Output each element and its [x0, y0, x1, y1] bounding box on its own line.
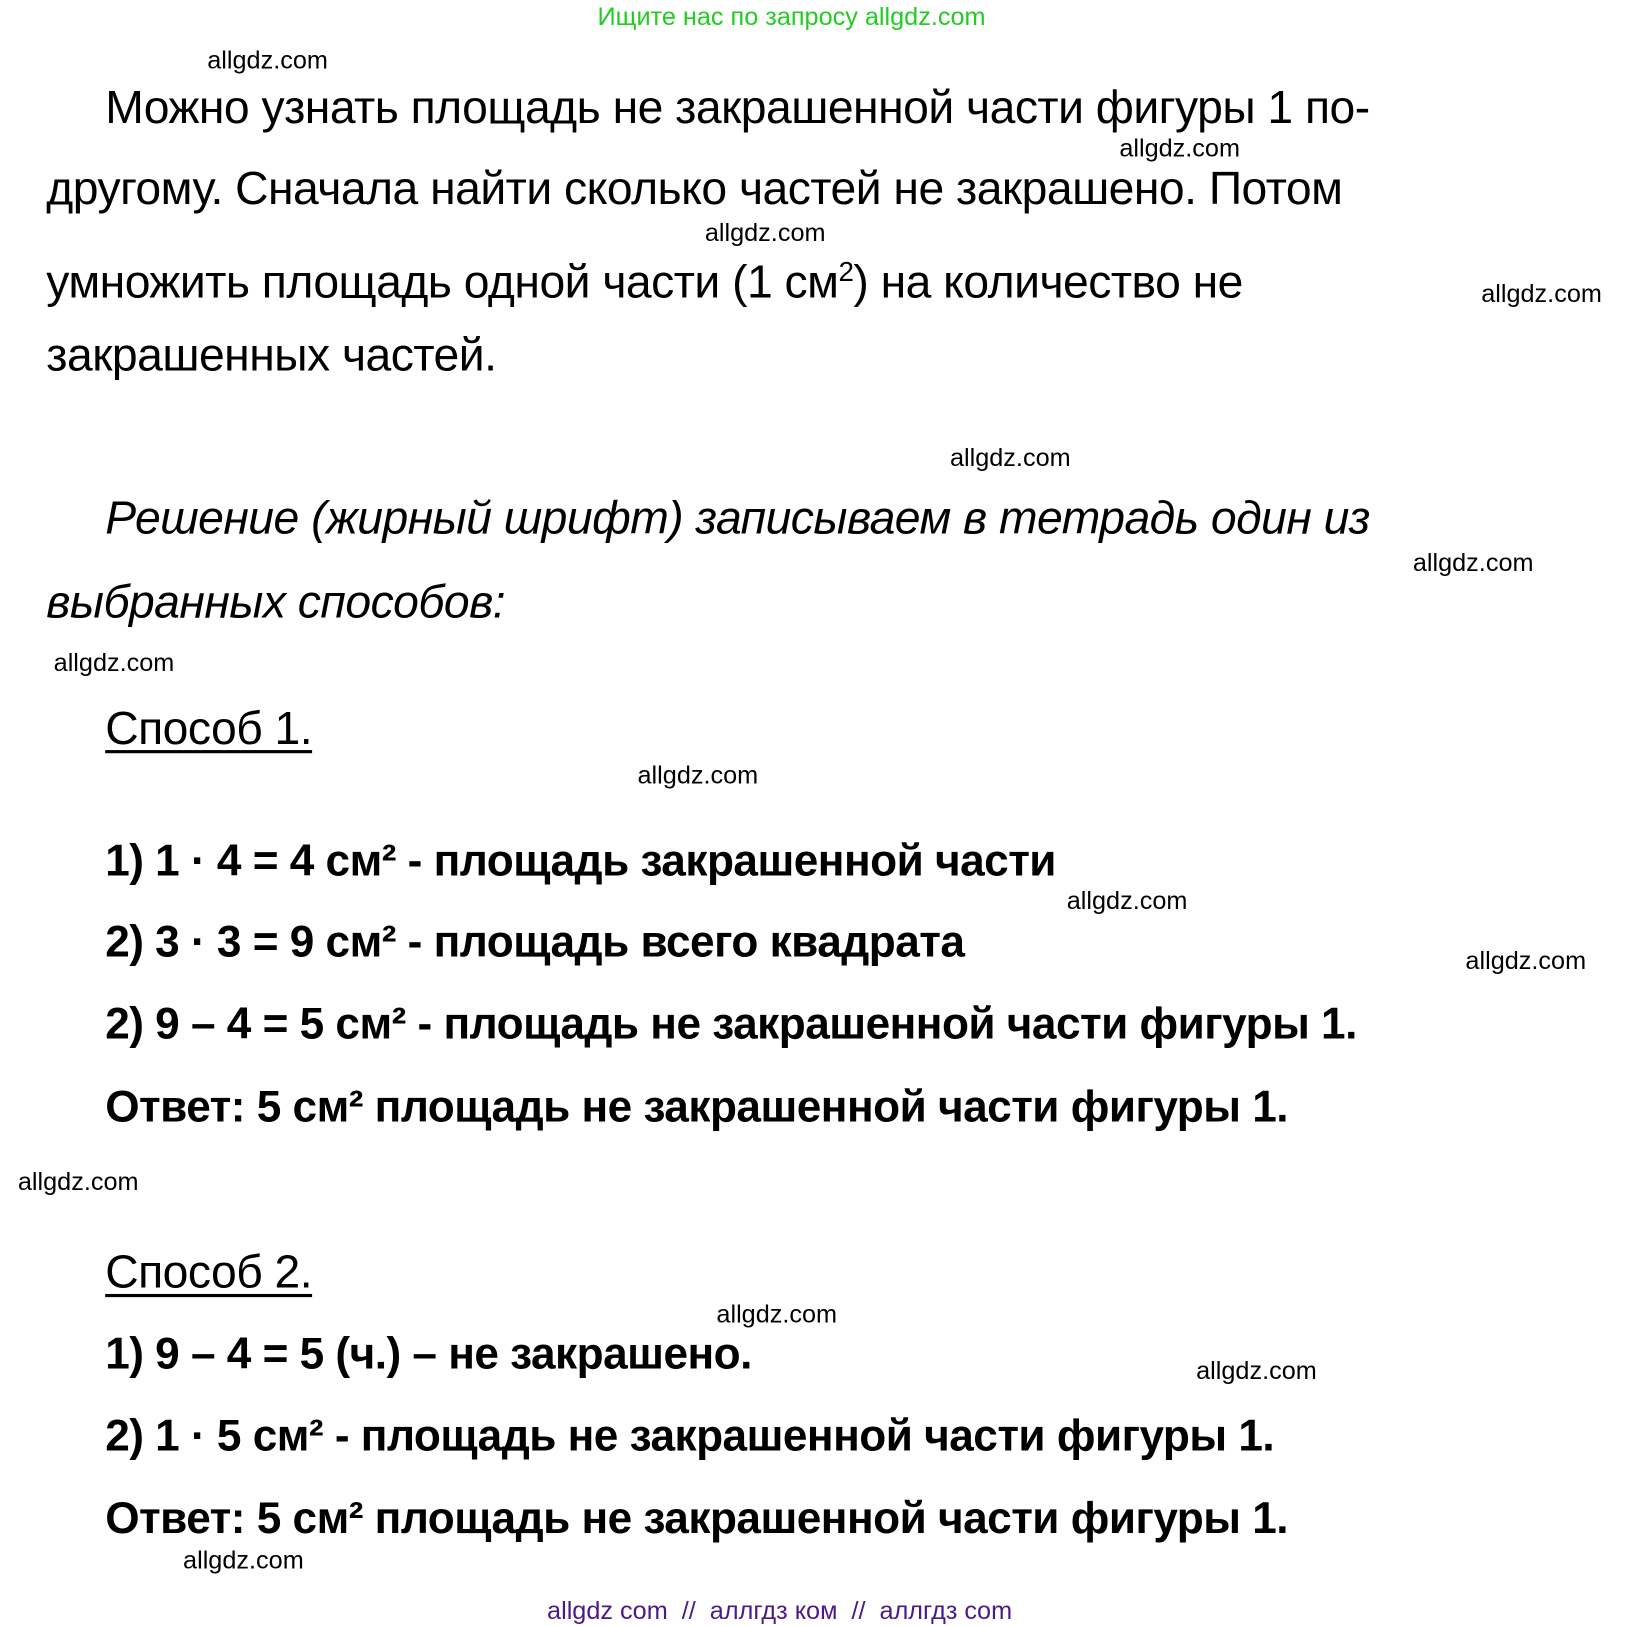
- method-1-step: 2) 3 · 3 = 9 см² - площадь всего квадрата: [105, 916, 965, 966]
- watermark: allgdz.com: [1481, 279, 1602, 309]
- method-1-step: 1) 1 · 4 = 4 см² - площадь закрашенной части: [105, 835, 1056, 885]
- watermark: allgdz.com: [949, 443, 1071, 473]
- watermark: allgdz.com: [17, 1167, 139, 1197]
- site-footer-banner[interactable]: allgdz com // аллгдз ком // аллгдз com: [547, 1596, 1013, 1626]
- intro-line: другому. Сначала найти сколько частей не закрашено. Потом: [46, 163, 1343, 215]
- intro-text: умножить площадь одной части (1 см: [46, 256, 839, 308]
- superscript: 2: [838, 255, 854, 288]
- watermark: allgdz.com: [1412, 549, 1534, 578]
- site-header-banner[interactable]: Ищите нас по запросу allgdz.com: [597, 3, 986, 32]
- intro-line: [46, 244, 1243, 310]
- watermark: allgdz.com: [1119, 134, 1241, 164]
- watermark: allgdz.com: [1066, 886, 1188, 916]
- method-2-step: 1) 9 – 4 = 5 (ч.) – не закрашено.: [105, 1328, 752, 1379]
- watermark: allgdz.com: [1465, 946, 1587, 976]
- method-2-answer: Ответ: 5 см² площадь не закрашенной части фигуры 1.: [105, 1492, 1289, 1543]
- intro-text: ) на количество не: [853, 256, 1243, 308]
- method-2-step: 2) 1 · 5 см² - площадь не закрашенной части фигуры 1.: [105, 1410, 1275, 1461]
- watermark: allgdz.com: [637, 761, 759, 791]
- method-1-title: Способ 1.: [105, 702, 313, 755]
- watermark: allgdz.com: [704, 218, 826, 248]
- method-1-step: 2) 9 – 4 = 5 см² - площадь не закрашенной части фигуры 1.: [105, 998, 1357, 1048]
- instruction-line: Решение (жирный шрифт) записываем в тетрадь один из: [105, 492, 1370, 544]
- instruction-line: выбранных способов:: [46, 576, 506, 629]
- method-1-answer: Ответ: 5 см² площадь не закрашенной части фигуры 1.: [105, 1081, 1289, 1131]
- intro-line: закрашенных частей.: [46, 329, 497, 381]
- intro-line: Можно узнать площадь не закрашенной части фигуры 1 по-: [105, 82, 1370, 134]
- method-2-title: Способ 2.: [105, 1246, 313, 1299]
- watermark: allgdz.com: [183, 1546, 304, 1575]
- watermark: allgdz.com: [207, 46, 328, 75]
- watermark: allgdz.com: [53, 649, 175, 678]
- watermark: allgdz.com: [716, 1300, 838, 1329]
- watermark: allgdz.com: [1196, 1357, 1317, 1386]
